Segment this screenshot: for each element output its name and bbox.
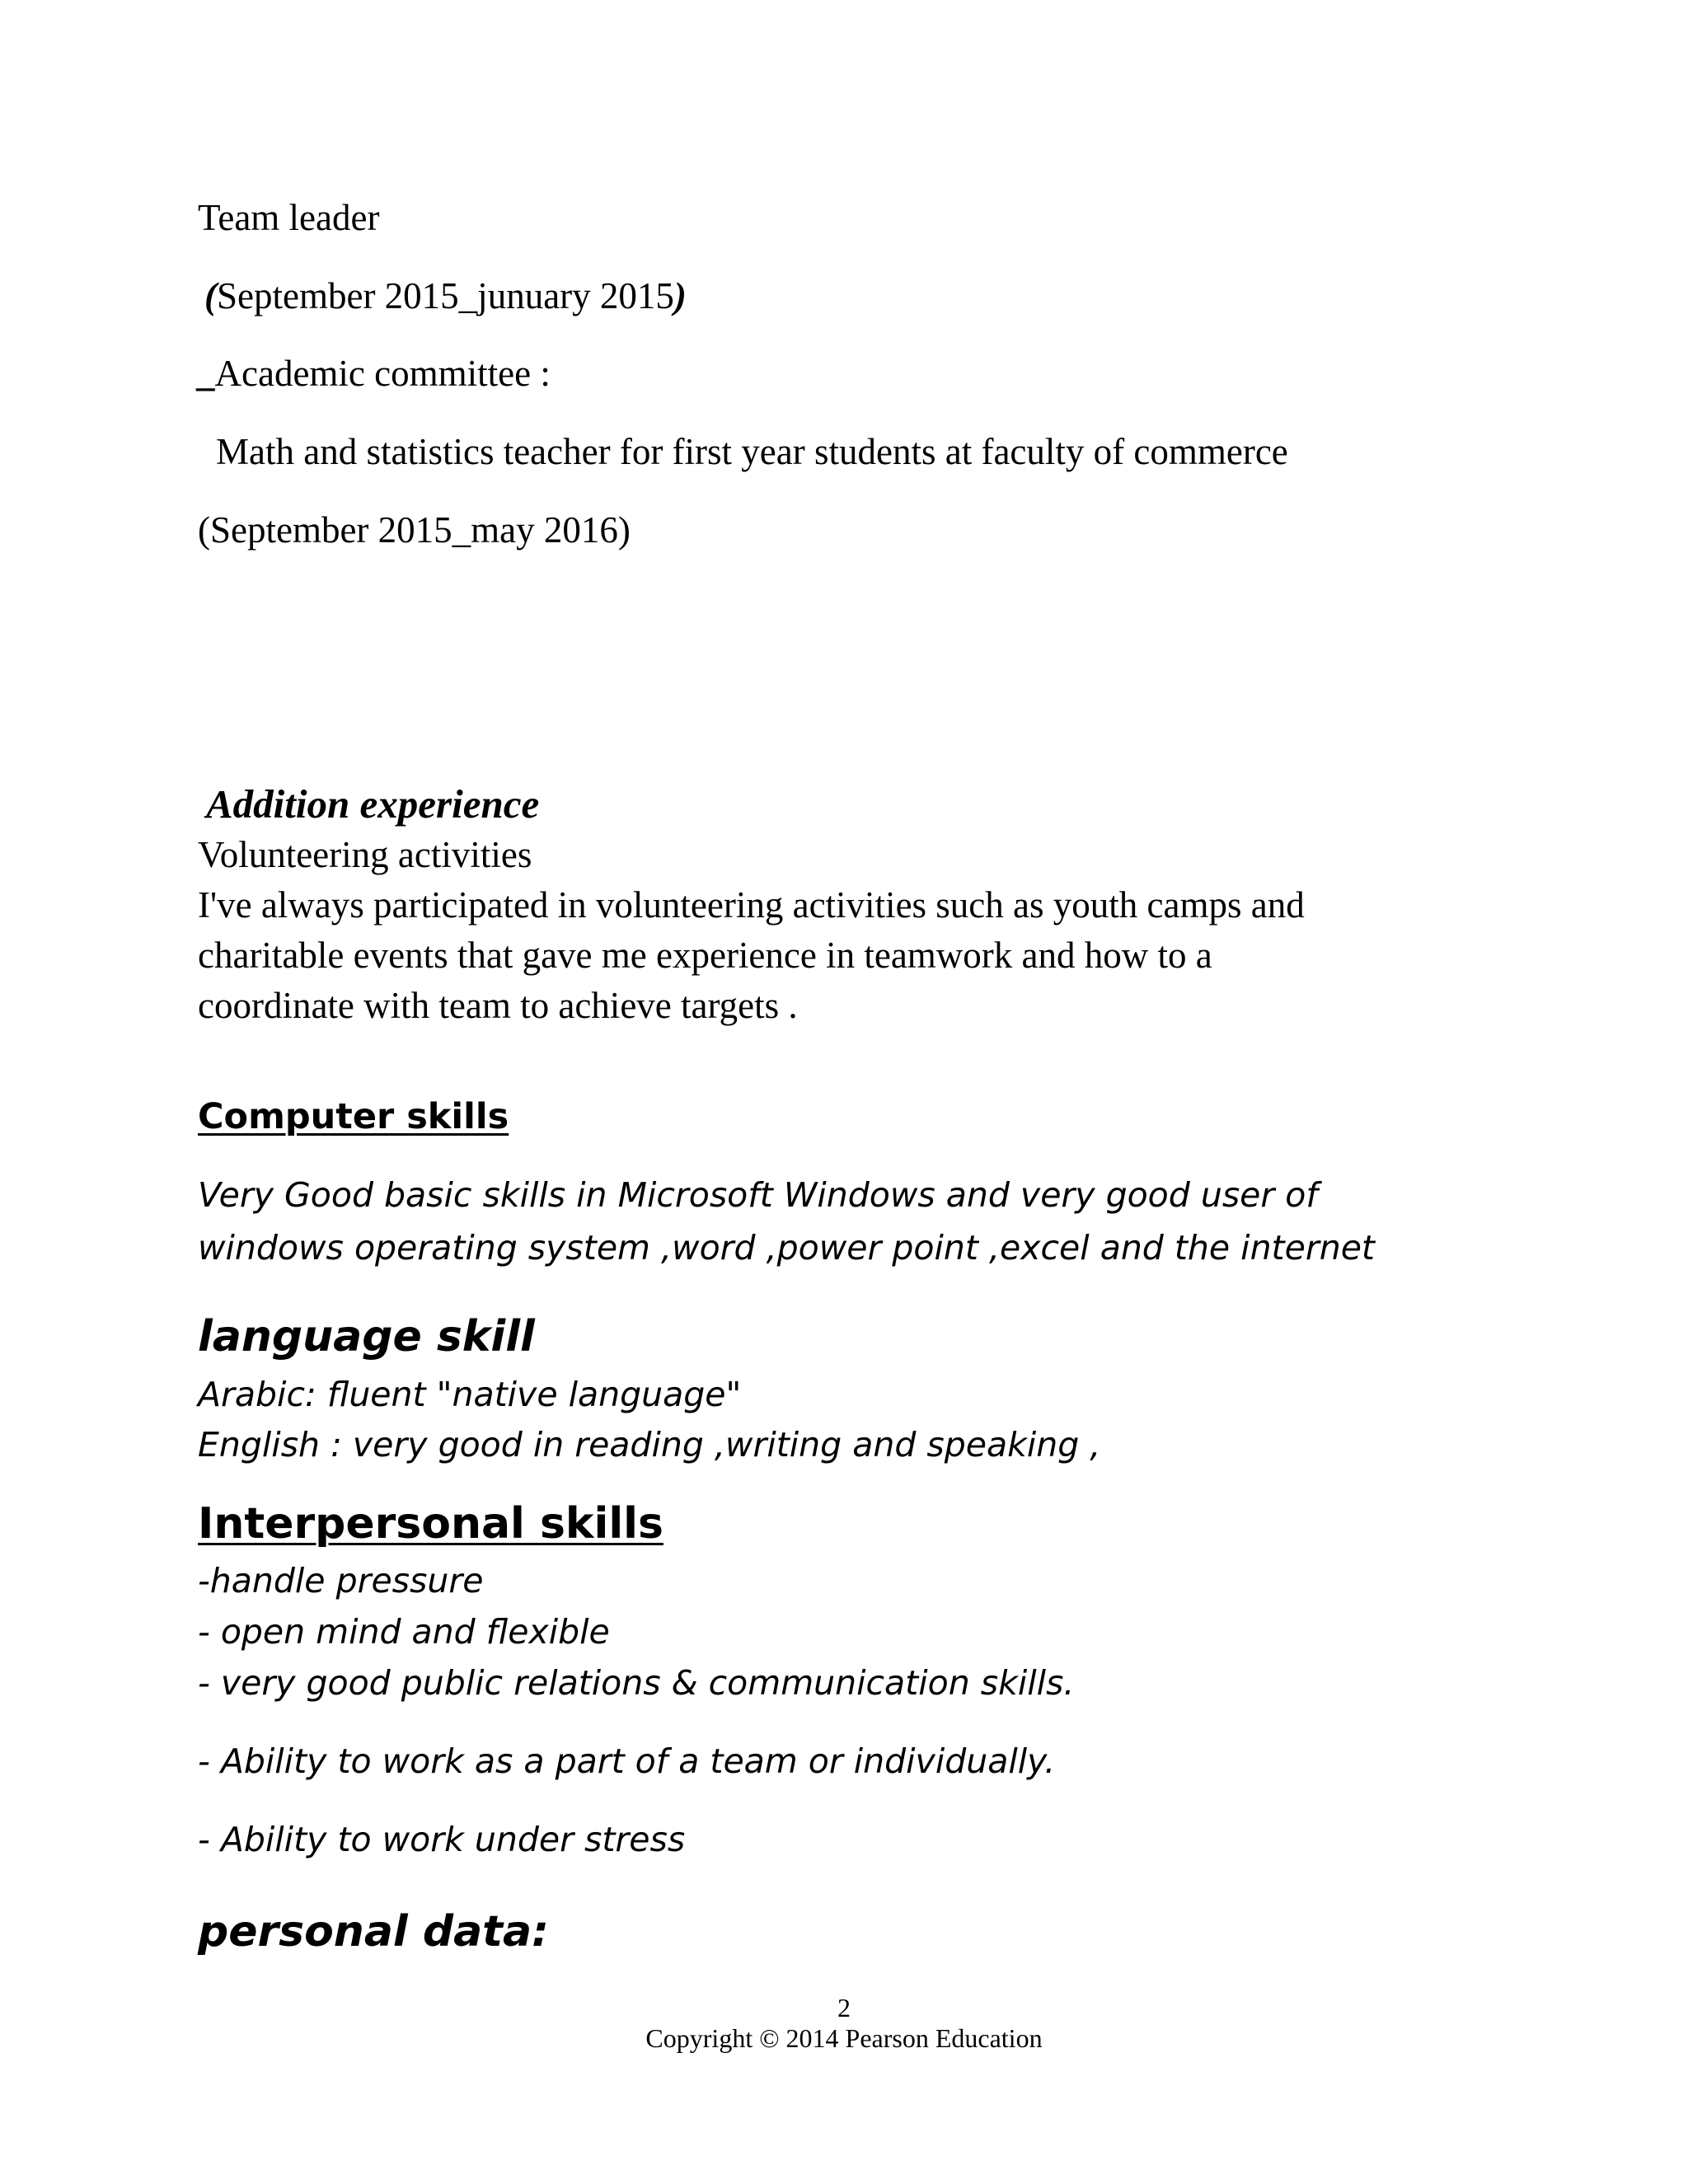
volunteering-line-1: I've always participated in volunteering activities such as youth camps and	[198, 884, 1305, 926]
committee-period: (September 2015_may 2016)	[198, 509, 631, 551]
interpersonal-skills-heading: Interpersonal skills	[198, 1499, 663, 1549]
interpersonal-item: -handle pressure	[198, 1561, 484, 1601]
interpersonal-item: - open mind and flexible	[198, 1612, 610, 1652]
language-arabic: Arabic: fluent "native language"	[198, 1375, 742, 1414]
addition-experience-heading: Addition experience	[206, 781, 540, 827]
interpersonal-item: - Ability to work as a part of a team or individually.	[198, 1741, 1056, 1781]
interpersonal-item: - very good public relations & communication skills.	[198, 1663, 1075, 1703]
page-number: 2	[837, 1993, 851, 2022]
committee-marker: _	[196, 353, 215, 394]
volunteering-subheading: Volunteering activities	[198, 834, 532, 875]
personal-data-heading: personal data:	[198, 1907, 549, 1957]
volunteering-line-2: charitable events that gave me experience in teamwork and how to a	[198, 935, 1212, 976]
copyright-footer: Copyright © 2014 Pearson Education	[645, 2023, 1043, 2053]
committee-description: Math and statistics teacher for first year students at faculty of commerce	[216, 431, 1288, 472]
role-period-text: September 2015_junuary 2015	[217, 275, 674, 316]
language-english: English : very good in reading ,writing and speaking ,	[198, 1425, 1101, 1465]
computer-skills-line-2: windows operating system ,word ,power point ,excel and the internet	[198, 1228, 1375, 1268]
committee-line	[196, 355, 551, 392]
interpersonal-item: - Ability to work under stress	[198, 1820, 686, 1859]
role-period-close: )	[673, 275, 687, 316]
computer-skills-heading: Computer skills	[198, 1096, 509, 1137]
role-period-open: (	[204, 275, 217, 316]
volunteering-line-3: coordinate with team to achieve targets .	[198, 985, 798, 1026]
role-title: Team leader	[198, 197, 380, 238]
computer-skills-line-1: Very Good basic skills in Microsoft Windows and very good user of	[198, 1175, 1318, 1215]
role-period	[204, 275, 687, 316]
language-skill-heading: language skill	[198, 1312, 535, 1361]
committee-label: Academic committee :	[214, 353, 551, 394]
